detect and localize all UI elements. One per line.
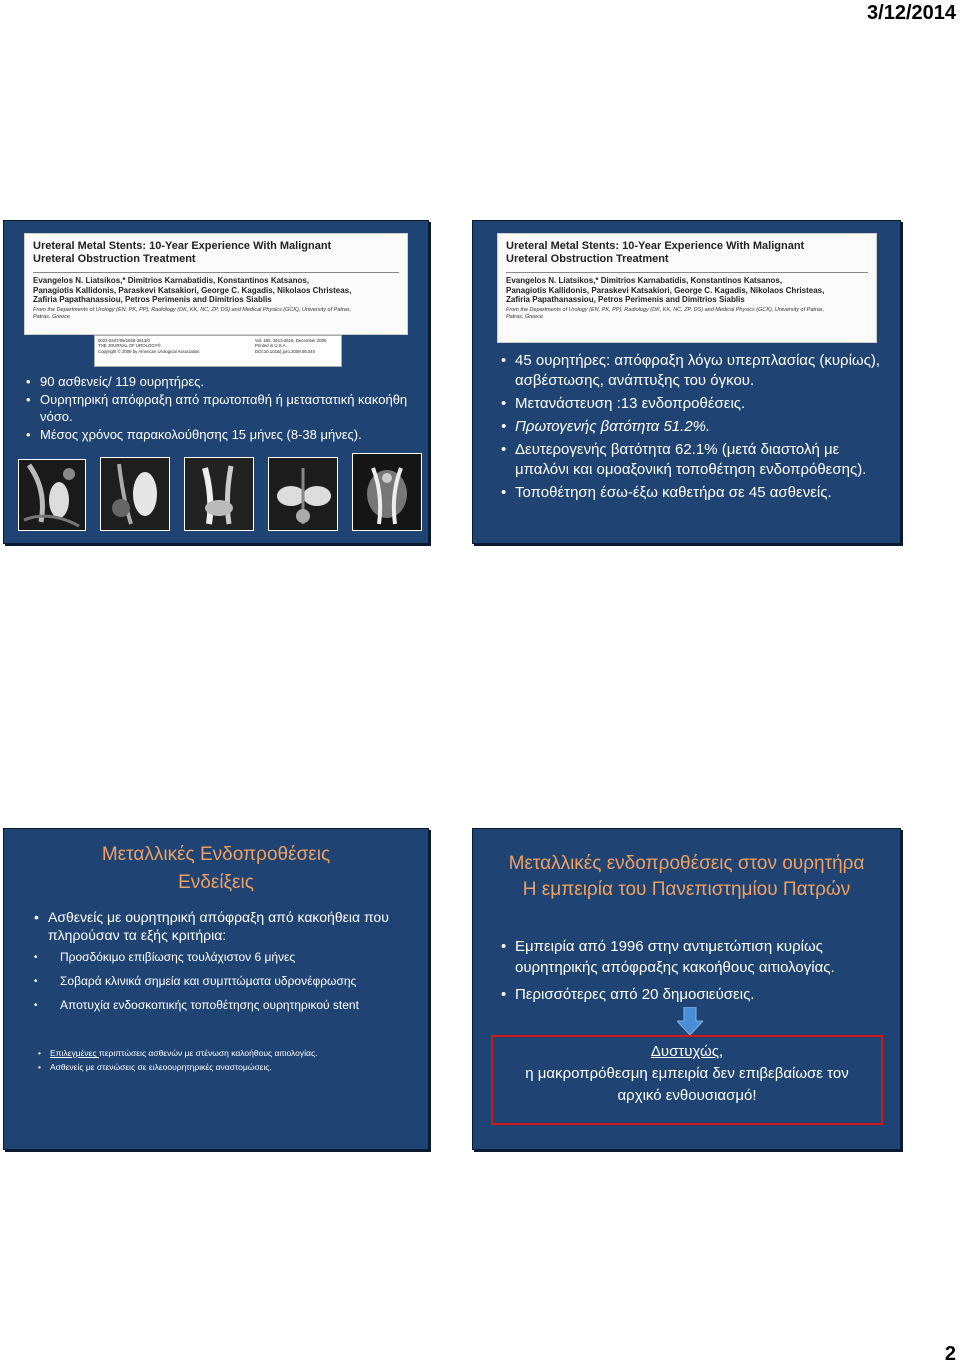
slide-1 [3, 220, 429, 544]
handout-date: 3/12/2014 [867, 2, 956, 24]
paper-citation: 0022-5347/09/1826-2613/0 THE JOURNAL OF UROLOGY® Copyright © 2009 by American Urological Association Vol. 182, 2613-2618, December 2009 Printed in U.S.A. DOI:10.1016/j.juro.2009.08.040 [94, 335, 342, 367]
criteria-item: • Αποτυχία ενδοσκοπικής τοποθέτησης ουρητηρικού stent [48, 998, 414, 1013]
list-item: • Ασθενείς με στενώσεις σε ειλεοουρητηρικές αναστομώσεις. [38, 1060, 418, 1074]
slide-subtitle: Ενδείξεις [178, 872, 254, 893]
slide-3-content [34, 908, 414, 1022]
xray-image-1 [18, 459, 86, 531]
paper-authors: Evangelos N. Liatsikos,* Dimitrios Karnabatidis, Konstantinos Katsanos, Panagiotis Kallidonis, Paraskevi Katsakiori, George C. Kagadis, Nikolaos Christeas, Zafiria Papathanassiou, Petros Perimenis and Dimitrios Siablis [506, 276, 825, 304]
xray-image-3 [184, 457, 254, 531]
list-item: • Πρωτογενής βατότητα 51.2%. [501, 417, 891, 437]
page-number: 2 [944, 1343, 956, 1365]
xray-image-4 [268, 457, 338, 531]
list-item: • 90 ασθενείς/ 119 ουρητήρες. [26, 373, 416, 390]
slide-title: Μεταλλικές ενδοπροθέσεις στον ουρητήρα [508, 853, 865, 874]
list-item: • Μέσος χρόνος παρακολούθησης 15 μήνες (8-38 μήνες). [26, 426, 416, 443]
paper-authors: Evangelos N. Liatsikos,* Dimitrios Karnabatidis, Konstantinos Katsanos, Panagiotis Kallidonis, Paraskevi Katsakiori, George C. Kagadis, Nikolaos Christeas, Zafiria Papathanassiou, Petros Perimenis and Dimitrios Siablis [33, 276, 352, 304]
xray-image-2 [100, 457, 170, 531]
list-item: • Ουρητηρική απόφραξη από πρωτοπαθή ή μεταστατική κακοήθη νόσο. [26, 391, 416, 425]
paper-title: Ureteral Metal Stents: 10-Year Experience With Malignant Ureteral Obstruction Treatment [506, 240, 805, 265]
paper-title: Ureteral Metal Stents: 10-Year Experience With Malignant Ureteral Obstruction Treatment [33, 240, 332, 265]
paper-departments: From the Departments of Urology (EN, PK, PP), Radiology (DK, KK, NC, ZP, DS) and Medical Physics (GCK), University of Patras, Patras, Greece [506, 306, 825, 320]
list-item: • Εμπειρία από 1996 στην αντιμετώπιση κυρίως ουρητηρικής απόφραξης κακοήθους αιτιολογίας. [501, 936, 891, 978]
slide-2-bullets [501, 351, 891, 506]
callout-box: Δυστυχώς, η μακροπρόθεσμη εμπειρία δεν επιβεβαίωσε τον αρχικό ενθουσιασμό! [491, 1035, 883, 1125]
list-item: • 45 ουρητήρες: απόφραξη λόγω υπερπλασίας (κυρίως), ασβέστωσης, ανάπτυξης του όγκου. [501, 351, 891, 391]
paper-header-image [497, 233, 877, 343]
down-arrow-icon [677, 1007, 703, 1035]
slide-4-bullets [501, 936, 891, 1011]
criteria-item: • Σοβαρά κλινικά σημεία και συμπτώματα υδρονέφρωσης [48, 974, 414, 989]
slide-title: Μεταλλικές Ενδοπροθέσεις [101, 844, 331, 865]
slide-4 [472, 828, 901, 1150]
criteria-list [48, 950, 414, 1013]
list-item: • Περισσότερες από 20 δημοσιεύσεις. [501, 984, 891, 1005]
list-item: • Ασθενείς με ουρητηρική απόφραξη από κακοήθεια που πληρούσαν τα εξής κριτήρια: • Προσδόκιμο επιβίωσης τουλάχιστον 6 μήνες • Σοβαρά κλινικά σημεία και συμπτώματα υδρονέφρωσης • Αποτυχία ενδοσκοπικής τοποθέτησης ουρητηρικού stent [48, 908, 414, 1013]
divider [33, 272, 399, 273]
list-item: • Δευτερογενής βατότητα 62.1% (μετά διαστολή με μπαλόνι και ομοαξονική τοποθέτηση ενδοπρόθεσης). [501, 440, 891, 480]
slide-3-notes [38, 1046, 418, 1074]
criteria-item: • Προσδόκιμο επιβίωσης τουλάχιστον 6 μήνες [48, 950, 414, 965]
paper-header-image [24, 233, 408, 335]
list-item: • Μετανάστευση :13 ενδοπροθέσεις. [501, 394, 891, 414]
slide-2 [472, 220, 901, 544]
slide-3 [3, 828, 429, 1150]
slide-subtitle: Η εμπειρία του Πανεπιστημίου Πατρών [522, 879, 851, 900]
list-item: • Επιλεγμένες περιπτώσεις ασθενών με στένωση καλοήθους αιτιολογίας. [38, 1046, 418, 1060]
slide-1-bullets [26, 373, 416, 444]
xray-image-5 [352, 453, 422, 531]
divider [506, 272, 868, 273]
list-item: • Τοποθέτηση έσω-έξω καθετήρα σε 45 ασθενείς. [501, 483, 891, 503]
xray-image-strip [18, 453, 418, 533]
paper-departments: From the Departments of Urology (EN, PK, PP), Radiology (DK, KK, NC, ZP, DS) and Medical Physics (GCK), University of Patras, Patras, Greece [33, 306, 352, 320]
